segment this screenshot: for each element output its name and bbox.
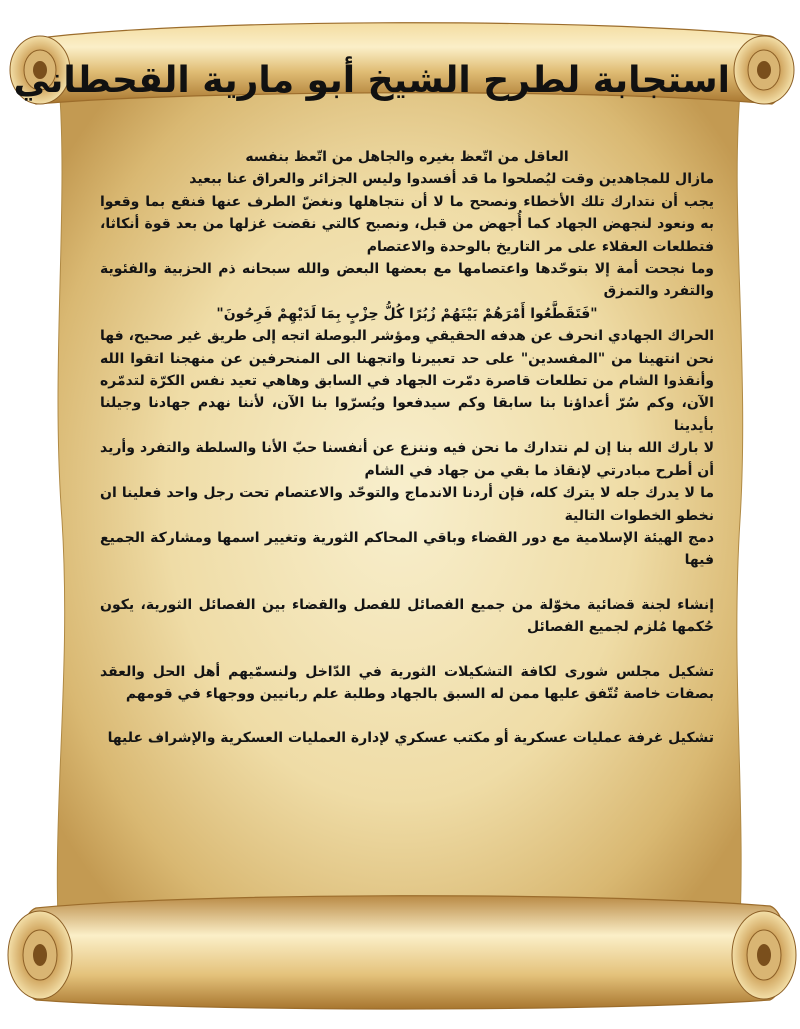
step-shura-council: تشكيل مجلس شورى لكافة التشكيلات الثورية في الدّاخل ولنسمّيهم أهل الحل والعقد بصفات خاصة تُتّفق عليها ممن له السبق بالجهاد وطلبة علم ربانيين ووجهاء في قومهم [100,663,714,702]
paragraph-steps-intro: ما لا يدرك جله لا يترك كله، فإن أردنا الاندماج والتوحّد والاعتصام تحت رجل واحد فعلينا ان نخطو الخطوات التالية [100,485,714,524]
paragraph-reminder: مازال للمجاهدين وقت ليُصلحوا ما قد أفسدوا وليس الجزائر والعراق عنا ببعيد [189,171,714,188]
paragraph-unity: وما نجحت أمة إلا بتوحّدها واعتصامها مع بعضها البعض والله سبحانه ذم الحزبية والفئوية والتفرد والتمزق [100,261,714,300]
step-merge-courts: دمج الهيئة الإسلامية مع دور القضاء وباقي المحاكم الثورية وتغيير اسمها ومشاركة الجميع فيها [100,529,714,569]
step-judicial-committee: إنشاء لجنة قضائية مخوّلة من جميع الفصائل للفصل والقضاء بين الفصائل الثورية، يكون حُكمها مُلزم لجميع الفصائل [100,596,714,636]
step-operations-room: تشكيل غرفة عمليات عسكرية أو مكتب عسكري لإدارة العمليات العسكرية والإشراف عليها [107,730,714,747]
opening-proverb: العاقل من اتّعظ بغيره والجاهل من اتّعظ بنفسه [245,149,569,165]
bottom-scroll-roll [8,896,796,1009]
paragraph-initiative: لا بارك الله بنا إن لم نتدارك ما نحن فيه وننزع عن أنفسنا حبّ الأنا والسلطة والتفرد وأريد أن أطرح مبادرتي لإنقاذ ما بقي من جهاد في الشام [100,440,714,479]
scroll-body-text [100,146,714,894]
paragraph-deviation: الحراك الجهادي انحرف عن هدفه الحقيقي ومؤشر البوصلة اتجه إلى طريق غير صحيح، فها نحن انتهينا من "المفسدين" على حد تعبيرنا واتجهنا الى المنحرفين عن منهجنا اتقوا الله وأنقذوا الشام من تطلعات قاصرة دمّرت الجهاد في السابق وهاهي تعيد نفس الكرّة لتدمّره الآن، وكم سُرّ أعداؤنا بنا سابقا وكم سيدفعوا ويُسرّوا بنا الآن، لأننا نهدم جهادنا وجيلنا بأيدينا [100,328,714,434]
poster-title: استجابة لطرح الشيخ أبو مارية القحطاني [13,60,730,101]
quran-verse: "فَتَقَطَّعُوا أَمْرَهُمْ بَيْنَهُمْ زُبُرًا كُلُّ حِزْبٍ بِمَا لَدَيْهِمْ فَرِحُونَ" [216,305,598,322]
paragraph-correct-mistakes: يجب أن نتدارك تلك الأخطاء ونصحح ما لا أن نتجاهلها ونغضّ الطرف عنها فنقع بما وقعوا به ونعود لنجهض الجهاد كما أُجهض من قبل، ونصبح كالتي نقضت غزلها من بعد قوة أنكاثا، فتطلعات العقلاء على مر التاريخ بالوحدة والاعتصام [100,193,714,255]
